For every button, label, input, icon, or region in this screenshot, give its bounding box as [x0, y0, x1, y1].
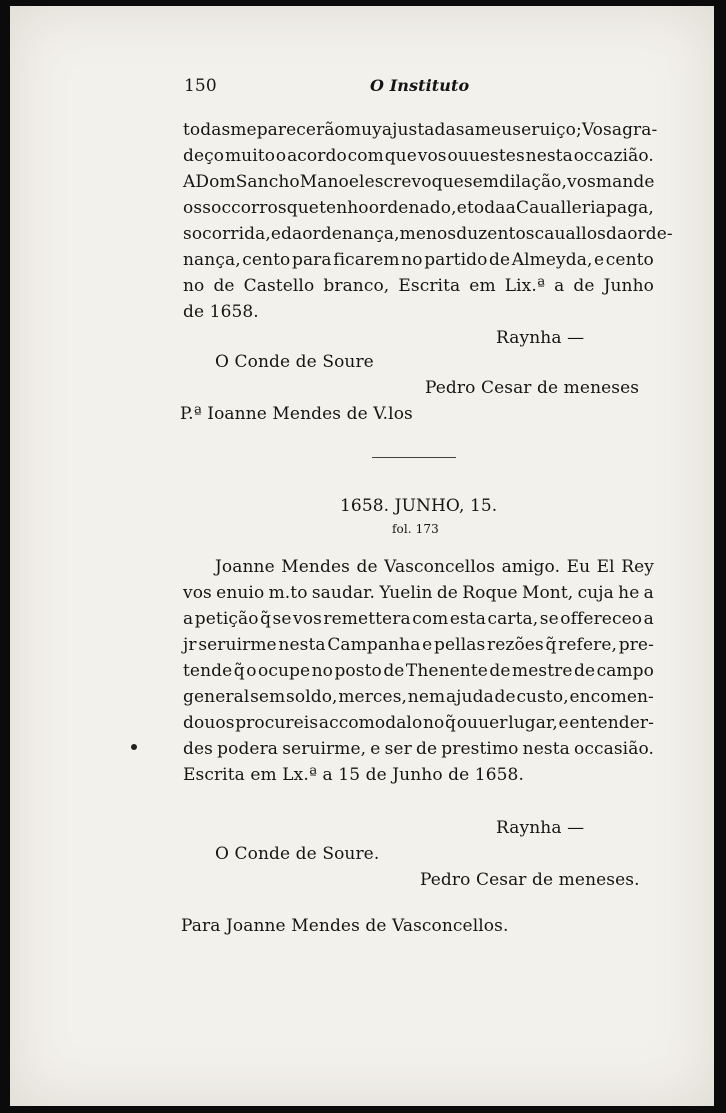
letter-date-heading: 1658. JUNHO, 15.	[340, 496, 498, 516]
text-line: socorrida, e da ordenança, menos duzentos cauallos da orde-	[183, 224, 673, 244]
text-line: no de Castello branco, Escrita em Lix.ª a de Junho	[183, 276, 654, 296]
signature-raynha: Raynha —	[496, 818, 585, 838]
text-line: Escrita em Lx.ª a 15 de Junho de 1658.	[183, 765, 524, 785]
signature-raynha: Raynha —	[496, 328, 585, 348]
text-line: jr seruirme nesta Campanha e pellas rezões q̃ refere, pre-	[183, 635, 654, 655]
section-divider	[372, 457, 456, 458]
book-page	[10, 6, 714, 1106]
letter-recipient: P.ª Ioanne Mendes de V.los	[180, 404, 413, 424]
text-line: vos enuio m.to saudar. Yuelin de Roque Mont, cuja he a	[183, 583, 654, 603]
text-line: de 1658.	[183, 302, 259, 322]
folio-reference: fol. 173	[392, 522, 439, 536]
text-line: a petição q̃ se vos remettera com esta carta, se offereceo a	[183, 609, 654, 629]
running-title: O Instituto	[370, 76, 470, 95]
ink-speck	[131, 744, 137, 750]
text-line: Joanne Mendes de Vasconcellos amigo. Eu El Rey	[215, 557, 654, 577]
signature-conde-de-soure: O Conde de Soure.	[215, 844, 380, 864]
page-number: 150	[184, 76, 217, 96]
text-line: nança, cento para ficarem no partido de Almeyda, e cento	[183, 250, 654, 270]
text-line: general sem soldo, merces, nem ajuda de custo, encomen-	[183, 687, 654, 707]
text-line: todas me parecerão muy ajustadas a meu seruiço; Vos agra-	[183, 120, 658, 140]
text-line: tende q̃ o ocupe no posto de Thenente de mestre de campo	[183, 661, 654, 681]
text-line: douos procureis accomodalo no q̃ ouuer lugar, e entender-	[183, 713, 654, 733]
text-line: deço muito o acordo com que vos ouuestes nesta occazião.	[183, 146, 654, 166]
text-line: des podera seruirme, e ser de prestimo nesta occasião.	[183, 739, 654, 759]
signature-secretary: Pedro Cesar de meneses	[425, 378, 640, 398]
text-line: os soccorros que tenho ordenado, e toda a Caualleria paga,	[183, 198, 654, 218]
signature-secretary: Pedro Cesar de meneses.	[420, 870, 640, 890]
signature-conde-de-soure: O Conde de Soure	[215, 352, 374, 372]
letter-recipient: Para Joanne Mendes de Vasconcellos.	[181, 916, 509, 936]
text-line: A Dom Sancho Manoel escrevo que sem dilação, vos mande	[183, 172, 655, 192]
